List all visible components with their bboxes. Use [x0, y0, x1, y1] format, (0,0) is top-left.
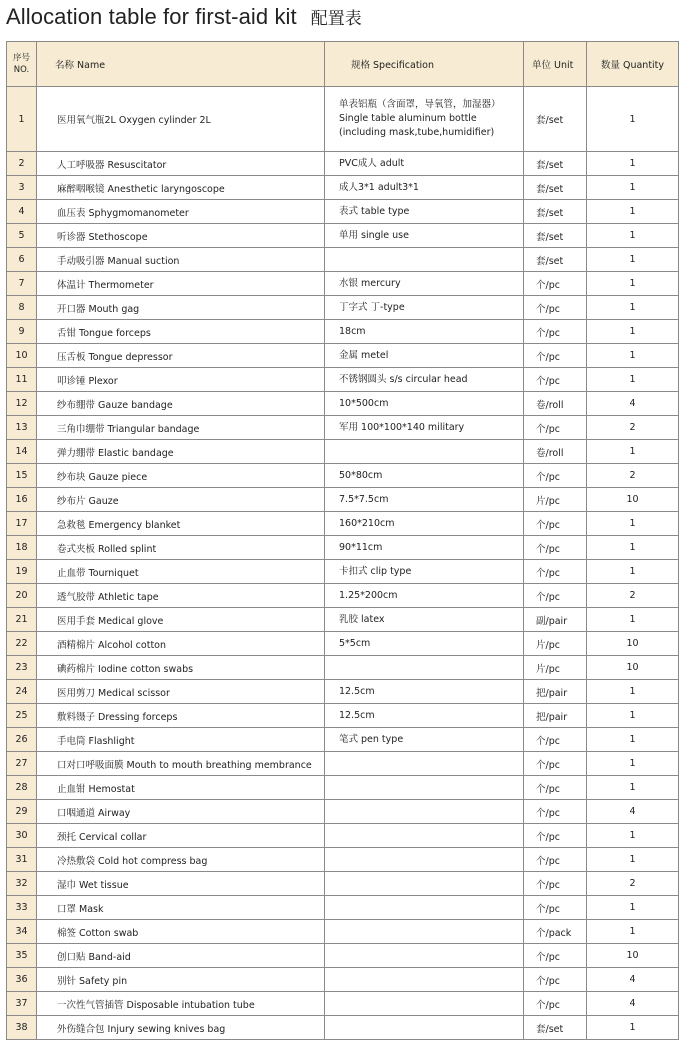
item-unit: 个/pc	[524, 944, 587, 968]
item-quantity: 1	[587, 368, 679, 392]
item-specification	[325, 992, 524, 1016]
item-unit: 个/pc	[524, 824, 587, 848]
item-quantity: 1	[587, 344, 679, 368]
item-quantity: 10	[587, 632, 679, 656]
item-name: 人工呼吸器 Resuscitator	[37, 152, 325, 176]
item-unit: 个/pc	[524, 416, 587, 440]
row-number: 2	[7, 152, 37, 176]
item-specification	[325, 392, 524, 416]
item-unit: 个/pc	[524, 872, 587, 896]
item-quantity: 1	[587, 1016, 679, 1040]
item-name: 压舌板 Tongue depressor	[37, 344, 325, 368]
table-row	[7, 200, 679, 224]
item-specification	[325, 920, 524, 944]
table-row	[7, 608, 679, 632]
item-specification	[325, 224, 524, 248]
table-row	[7, 87, 679, 152]
item-unit: 个/pc	[524, 320, 587, 344]
item-unit: 卷/roll	[524, 392, 587, 416]
item-unit: 副/pair	[524, 608, 587, 632]
item-specification	[325, 248, 524, 272]
row-number: 6	[7, 248, 37, 272]
item-name: 叩诊锤 Plexor	[37, 368, 325, 392]
table-row	[7, 992, 679, 1016]
item-unit: 个/pc	[524, 752, 587, 776]
item-unit: 个/pc	[524, 848, 587, 872]
spec-line: 乳胶 latex	[339, 613, 385, 625]
row-number: 38	[7, 1016, 37, 1040]
header-no-en: NO.	[13, 65, 30, 75]
item-name: 湿巾 Wet tissue	[37, 872, 325, 896]
item-specification	[325, 776, 524, 800]
item-specification	[325, 848, 524, 872]
item-quantity: 4	[587, 992, 679, 1016]
header-spec: 规格 Specification	[325, 42, 524, 87]
row-number: 31	[7, 848, 37, 872]
spec-line: 表式 table type	[339, 205, 410, 217]
item-quantity: 1	[587, 728, 679, 752]
row-number: 26	[7, 728, 37, 752]
spec-line: 成人3*1 adult3*1	[339, 181, 419, 193]
table-row	[7, 440, 679, 464]
row-number: 7	[7, 272, 37, 296]
row-number: 14	[7, 440, 37, 464]
item-specification	[325, 752, 524, 776]
row-number: 29	[7, 800, 37, 824]
table-header-row	[7, 42, 679, 87]
table-row	[7, 944, 679, 968]
table-row	[7, 488, 679, 512]
table-row	[7, 416, 679, 440]
item-quantity: 2	[587, 872, 679, 896]
item-unit: 套/set	[524, 176, 587, 200]
spec-line: 10*500cm	[339, 397, 389, 409]
item-specification	[325, 1016, 524, 1040]
item-quantity: 2	[587, 464, 679, 488]
item-unit: 套/set	[524, 200, 587, 224]
header-no	[7, 42, 37, 87]
item-quantity: 1	[587, 200, 679, 224]
item-specification	[325, 896, 524, 920]
item-name: 碘药棉片 Iodine cotton swabs	[37, 656, 325, 680]
item-unit: 个/pc	[524, 728, 587, 752]
row-number: 4	[7, 200, 37, 224]
item-name: 别针 Safety pin	[37, 968, 325, 992]
table-row	[7, 560, 679, 584]
item-name: 口罩 Mask	[37, 896, 325, 920]
spec-line: 18cm	[339, 325, 366, 337]
item-name: 麻醉咽喉镜 Anesthetic laryngoscope	[37, 176, 325, 200]
item-quantity: 1	[587, 848, 679, 872]
spec-line: (including mask,tube,humidifier)	[339, 127, 495, 138]
item-quantity: 1	[587, 176, 679, 200]
item-specification	[325, 87, 524, 152]
item-unit: 套/set	[524, 152, 587, 176]
table-row	[7, 176, 679, 200]
row-number: 25	[7, 704, 37, 728]
item-specification	[325, 272, 524, 296]
row-number: 13	[7, 416, 37, 440]
item-quantity: 4	[587, 800, 679, 824]
item-specification	[325, 464, 524, 488]
row-number: 19	[7, 560, 37, 584]
item-specification	[325, 680, 524, 704]
item-specification	[325, 968, 524, 992]
item-specification	[325, 296, 524, 320]
item-name: 口对口呼吸面膜 Mouth to mouth breathing membrance	[37, 752, 325, 776]
spec-line: PVC成人 adult	[339, 157, 405, 169]
table-row	[7, 152, 679, 176]
item-specification	[325, 608, 524, 632]
item-name: 止血带 Tourniquet	[37, 560, 325, 584]
item-quantity: 1	[587, 560, 679, 584]
item-specification	[325, 704, 524, 728]
spec-line: Single table aluminum bottle	[339, 113, 477, 124]
table-row	[7, 848, 679, 872]
item-name: 弹力绷带 Elastic bandage	[37, 440, 325, 464]
table-row	[7, 536, 679, 560]
item-specification	[325, 176, 524, 200]
item-specification	[325, 200, 524, 224]
item-name: 听诊器 Stethoscope	[37, 224, 325, 248]
table-row	[7, 776, 679, 800]
item-unit: 把/pair	[524, 680, 587, 704]
item-specification	[325, 416, 524, 440]
table-row	[7, 872, 679, 896]
item-unit: 片/pc	[524, 656, 587, 680]
spec-line: 军用 100*100*140 military	[339, 421, 465, 433]
row-number: 12	[7, 392, 37, 416]
item-specification	[325, 728, 524, 752]
row-number: 8	[7, 296, 37, 320]
item-unit: 个/pc	[524, 464, 587, 488]
row-number: 35	[7, 944, 37, 968]
item-specification	[325, 800, 524, 824]
table-row	[7, 752, 679, 776]
item-unit: 个/pc	[524, 896, 587, 920]
table-row	[7, 920, 679, 944]
item-unit: 套/set	[524, 87, 587, 152]
table-row	[7, 344, 679, 368]
row-number: 36	[7, 968, 37, 992]
item-specification	[325, 824, 524, 848]
table-row	[7, 584, 679, 608]
spec-line: 单表铝瓶（含面罩，导氧管，加湿器）	[339, 99, 501, 110]
item-quantity: 1	[587, 776, 679, 800]
item-specification	[325, 368, 524, 392]
item-quantity: 1	[587, 296, 679, 320]
item-quantity: 1	[587, 896, 679, 920]
item-specification	[325, 584, 524, 608]
item-name: 卷式夹板 Rolled splint	[37, 536, 325, 560]
title-english: Allocation table for first-aid kit	[6, 4, 297, 29]
spec-line: 水银 mercury	[339, 277, 401, 289]
item-name: 敷料镊子 Dressing forceps	[37, 704, 325, 728]
table-row	[7, 368, 679, 392]
spec-line: 90*11cm	[339, 541, 383, 553]
item-specification	[325, 872, 524, 896]
item-quantity: 10	[587, 656, 679, 680]
item-specification	[325, 320, 524, 344]
item-quantity: 1	[587, 320, 679, 344]
table-row	[7, 320, 679, 344]
item-quantity: 1	[587, 752, 679, 776]
table-row	[7, 512, 679, 536]
table-row	[7, 704, 679, 728]
item-name: 透气胶带 Athletic tape	[37, 584, 325, 608]
table-row	[7, 464, 679, 488]
item-unit: 片/pc	[524, 488, 587, 512]
item-unit: 个/pc	[524, 584, 587, 608]
item-name: 创口贴 Band-aid	[37, 944, 325, 968]
item-name: 手电筒 Flashlight	[37, 728, 325, 752]
item-name: 一次性气管插管 Disposable intubation tube	[37, 992, 325, 1016]
item-unit: 个/pc	[524, 512, 587, 536]
item-unit: 套/set	[524, 1016, 587, 1040]
table-row	[7, 896, 679, 920]
item-unit: 个/pc	[524, 536, 587, 560]
header-qty: 数量 Quantity	[587, 42, 679, 87]
item-unit: 个/pc	[524, 344, 587, 368]
header-unit: 单位 Unit	[524, 42, 587, 87]
spec-line: 12.5cm	[339, 709, 375, 721]
item-unit: 卷/roll	[524, 440, 587, 464]
item-unit: 个/pack	[524, 920, 587, 944]
item-specification	[325, 632, 524, 656]
allocation-table	[6, 41, 679, 1040]
item-specification	[325, 344, 524, 368]
table-row	[7, 680, 679, 704]
row-number: 15	[7, 464, 37, 488]
row-number: 1	[7, 87, 37, 152]
item-quantity: 1	[587, 152, 679, 176]
item-quantity: 1	[587, 224, 679, 248]
item-quantity: 1	[587, 920, 679, 944]
row-number: 28	[7, 776, 37, 800]
item-specification	[325, 152, 524, 176]
spec-line: 卡扣式 clip type	[339, 565, 412, 577]
item-specification	[325, 560, 524, 584]
header-no-zh: 序号	[12, 53, 30, 63]
item-name: 开口器 Mouth gag	[37, 296, 325, 320]
item-name: 冷热敷袋 Cold hot compress bag	[37, 848, 325, 872]
row-number: 21	[7, 608, 37, 632]
spec-line: 7.5*7.5cm	[339, 493, 389, 505]
item-specification	[325, 440, 524, 464]
spec-line: 5*5cm	[339, 637, 371, 649]
item-name: 外伤缝合包 Injury sewing knives bag	[37, 1016, 325, 1040]
row-number: 34	[7, 920, 37, 944]
spec-line: 不锈钢圆头 s/s circular head	[339, 373, 468, 385]
row-number: 10	[7, 344, 37, 368]
item-quantity: 1	[587, 824, 679, 848]
item-name: 酒精棉片 Alcohol cotton	[37, 632, 325, 656]
item-quantity: 1	[587, 536, 679, 560]
item-name: 体温计 Thermometer	[37, 272, 325, 296]
item-name: 止血钳 Hemostat	[37, 776, 325, 800]
spec-line: 50*80cm	[339, 469, 383, 481]
item-quantity: 1	[587, 440, 679, 464]
row-number: 37	[7, 992, 37, 1016]
item-name: 手动吸引器 Manual suction	[37, 248, 325, 272]
item-unit: 个/pc	[524, 368, 587, 392]
item-unit: 个/pc	[524, 560, 587, 584]
table-row	[7, 392, 679, 416]
item-specification	[325, 656, 524, 680]
item-name: 口咽通道 Airway	[37, 800, 325, 824]
item-quantity: 1	[587, 608, 679, 632]
item-name: 医用氧气瓶2L Oxygen cylinder 2L	[37, 87, 325, 152]
item-unit: 套/set	[524, 224, 587, 248]
item-unit: 个/pc	[524, 296, 587, 320]
table-row	[7, 224, 679, 248]
item-name: 血压表 Sphygmomanometer	[37, 200, 325, 224]
row-number: 23	[7, 656, 37, 680]
item-name: 纱布片 Gauze	[37, 488, 325, 512]
table-row	[7, 824, 679, 848]
item-quantity: 4	[587, 392, 679, 416]
item-quantity: 2	[587, 416, 679, 440]
spec-line: 丁字式 丁-type	[339, 301, 405, 313]
item-unit: 个/pc	[524, 800, 587, 824]
item-quantity: 10	[587, 488, 679, 512]
page-title	[6, 4, 362, 38]
item-name: 纱布块 Gauze piece	[37, 464, 325, 488]
item-name: 纱布绷带 Gauze bandage	[37, 392, 325, 416]
item-quantity: 1	[587, 680, 679, 704]
item-unit: 片/pc	[524, 632, 587, 656]
table-row	[7, 248, 679, 272]
item-unit: 套/set	[524, 248, 587, 272]
item-unit: 个/pc	[524, 968, 587, 992]
header-name: 名称 Name	[37, 42, 325, 87]
item-name: 颈托 Cervical collar	[37, 824, 325, 848]
spec-line: 12.5cm	[339, 685, 375, 697]
row-number: 9	[7, 320, 37, 344]
item-unit: 个/pc	[524, 776, 587, 800]
item-name: 医用剪刀 Medical scissor	[37, 680, 325, 704]
row-number: 32	[7, 872, 37, 896]
table-row	[7, 656, 679, 680]
table-row	[7, 296, 679, 320]
row-number: 20	[7, 584, 37, 608]
item-quantity: 1	[587, 87, 679, 152]
table-row	[7, 1016, 679, 1040]
table-row	[7, 272, 679, 296]
spec-line: 笔式 pen type	[339, 733, 404, 745]
item-specification	[325, 536, 524, 560]
row-number: 33	[7, 896, 37, 920]
item-quantity: 1	[587, 272, 679, 296]
item-quantity: 1	[587, 248, 679, 272]
spec-line: 1.25*200cm	[339, 589, 398, 601]
row-number: 3	[7, 176, 37, 200]
row-number: 27	[7, 752, 37, 776]
item-specification	[325, 512, 524, 536]
spec-line: 金属 metel	[339, 349, 389, 361]
item-name: 舌钳 Tongue forceps	[37, 320, 325, 344]
item-unit: 个/pc	[524, 992, 587, 1016]
item-unit: 把/pair	[524, 704, 587, 728]
row-number: 18	[7, 536, 37, 560]
item-quantity: 1	[587, 512, 679, 536]
title-chinese: 配置表	[310, 9, 362, 29]
item-name: 医用手套 Medical glove	[37, 608, 325, 632]
table-row	[7, 800, 679, 824]
item-quantity: 10	[587, 944, 679, 968]
row-number: 17	[7, 512, 37, 536]
row-number: 11	[7, 368, 37, 392]
item-quantity: 1	[587, 704, 679, 728]
table-row	[7, 632, 679, 656]
table-row	[7, 728, 679, 752]
item-quantity: 2	[587, 584, 679, 608]
table-row	[7, 968, 679, 992]
row-number: 24	[7, 680, 37, 704]
spec-line: 单用 single use	[339, 229, 409, 241]
spec-line: 160*210cm	[339, 517, 395, 529]
item-name: 三角巾绷带 Triangular bandage	[37, 416, 325, 440]
item-unit: 个/pc	[524, 272, 587, 296]
row-number: 22	[7, 632, 37, 656]
item-name: 急救毯 Emergency blanket	[37, 512, 325, 536]
row-number: 30	[7, 824, 37, 848]
item-quantity: 4	[587, 968, 679, 992]
row-number: 16	[7, 488, 37, 512]
row-number: 5	[7, 224, 37, 248]
item-specification	[325, 488, 524, 512]
item-specification	[325, 944, 524, 968]
item-name: 棉签 Cotton swab	[37, 920, 325, 944]
